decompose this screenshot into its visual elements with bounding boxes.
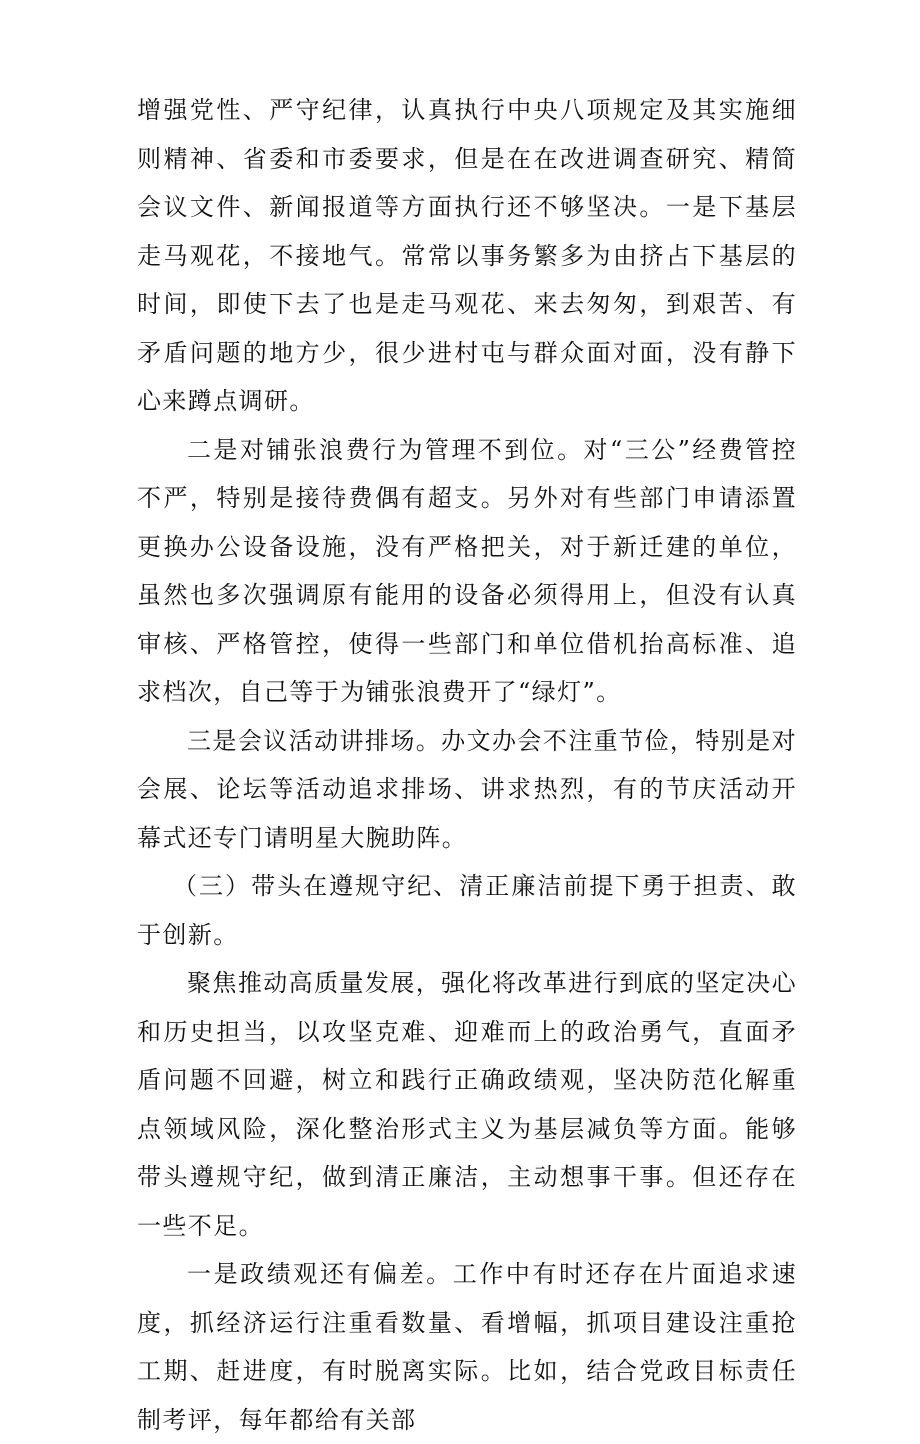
paragraph-5: 一是政绩观还有偏差。工作中有时还存在片面追求速度，抓经济运行注重看数量、看增幅，抓项目建设注重抢工期、赶进度，有时脱离实际。比如，结合党政目标责任制考评，每年都给有关部 <box>137 1260 797 1434</box>
paragraph-4: 聚焦推动高质量发展，强化将改革进行到底的坚定决心和历史担当，以攻坚克难、迎难而上的政治勇气，直面矛盾问题不回避，树立和践行正确政绩观，坚决防范化解重点领域风险，深化整治形式主义为基层减负等方面。能够带头遵规守纪，做到清正廉洁，主动想事干事。但还存在一些不足。 <box>137 969 797 1240</box>
paragraph-3: 三是会议活动讲排场。办文办会不注重节俭，特别是对会展、论坛等活动追求排场、讲求热烈，有的节庆活动开幕式还专门请明星大腕助阵。 <box>137 726 797 852</box>
document-body <box>137 86 797 1444</box>
paragraph-1: 增强党性、严守纪律，认真执行中央八项规定及其实施细则精神、省委和市委要求，但是在在改进调查研究、精简会议文件、新闻报道等方面执行还不够坚决。一是下基层走马观花，不接地气。常常以事务繁多为由挤占下基层的时间，即使下去了也是走马观花、来去匆匆，到艰苦、有矛盾问题的地方少，很少进村屯与群众面对面，没有静下心来蹲点调研。 <box>137 96 797 415</box>
paragraph-2: 二是对铺张浪费行为管理不到位。对“三公”经费管控不严，特别是接待费偶有超支。另外对有些部门申请添置更换办公设备设施，没有严格把关，对于新迁建的单位，虽然也多次强调原有能用的设备必须得用上，但没有认真审核、严格管控，使得一些部门和单位借机抬高标准、追求档次，自己等于为铺张浪费开了“绿灯”。 <box>137 435 797 706</box>
section-heading: （三）带头在遵规守纪、清正廉洁前提下勇于担责、敢于创新。 <box>137 872 797 949</box>
